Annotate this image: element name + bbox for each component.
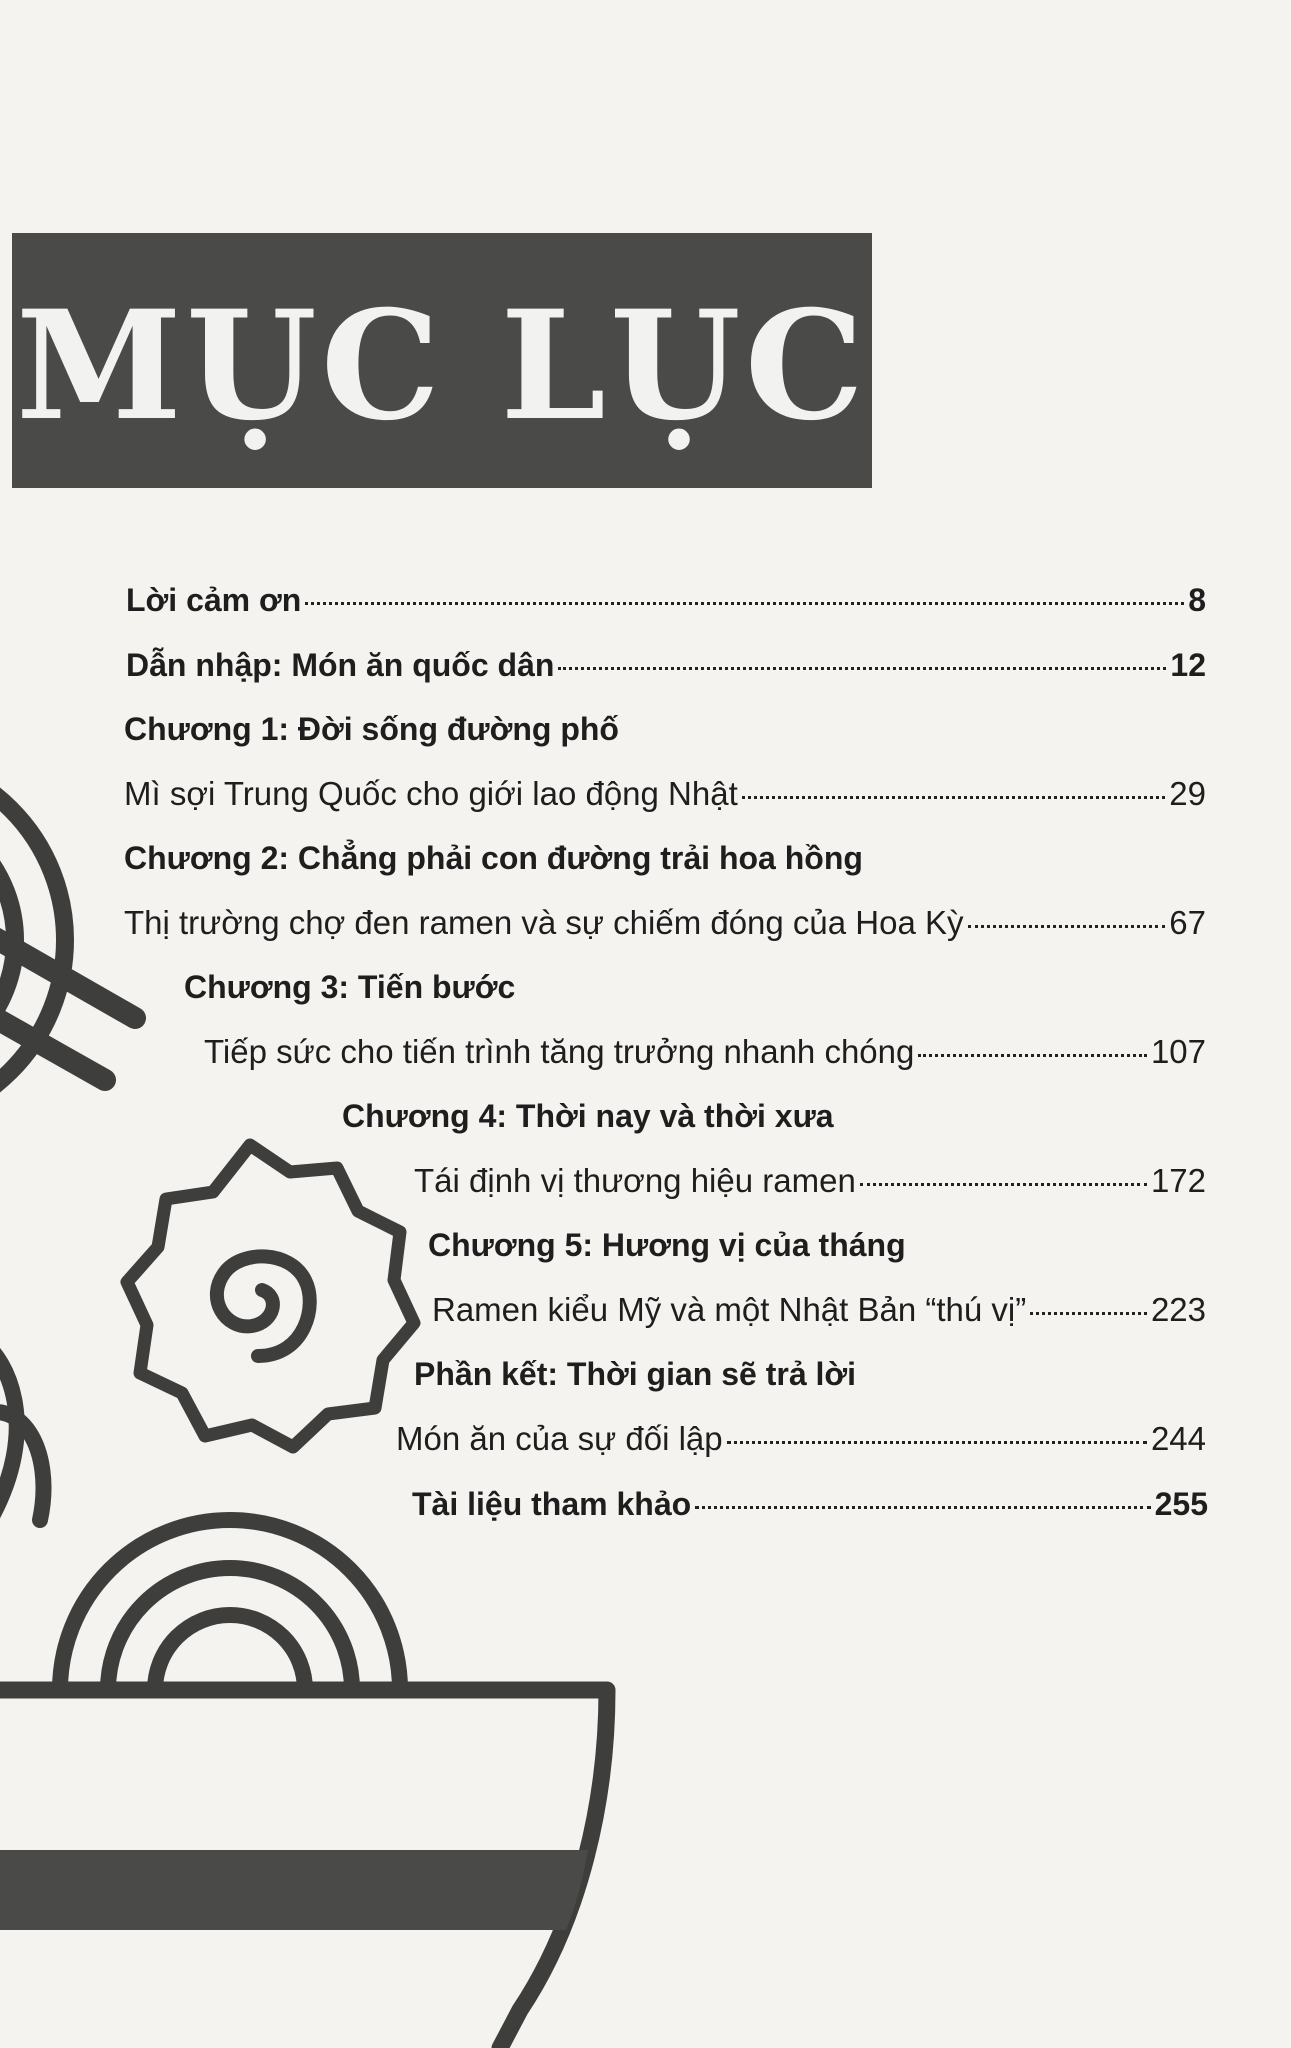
toc-epilogue-heading[interactable] bbox=[414, 1354, 856, 1394]
toc-entry-references[interactable] bbox=[412, 1484, 1208, 1524]
dot-leader bbox=[558, 667, 1166, 670]
toc-entry-label: Tài liệu tham khảo bbox=[412, 1486, 692, 1522]
toc-entry-label: Chương 5: Hương vị của tháng bbox=[428, 1227, 906, 1263]
toc-page-number: 29 bbox=[1169, 775, 1206, 812]
dot-leader bbox=[305, 602, 1184, 605]
page-title: MỤC LỤC bbox=[15, 277, 869, 454]
toc-chapter-5-heading[interactable] bbox=[428, 1225, 906, 1265]
toc-entry-label: Mì sợi Trung Quốc cho giới lao động Nhật bbox=[124, 775, 738, 812]
toc-entry-label: Dẫn nhập: Món ăn quốc dân bbox=[126, 647, 555, 683]
toc-entry-label: Phần kết: Thời gian sẽ trả lời bbox=[414, 1356, 857, 1392]
dot-leader bbox=[860, 1183, 1147, 1186]
toc-entry-label: Tái định vị thương hiệu ramen bbox=[414, 1162, 856, 1199]
toc-chapter-2-subtitle[interactable] bbox=[124, 903, 1206, 943]
dot-leader bbox=[968, 925, 1166, 928]
toc-page-number: 172 bbox=[1150, 1162, 1206, 1199]
toc-epilogue-subtitle[interactable] bbox=[396, 1419, 1206, 1459]
toc-chapter-5-subtitle[interactable] bbox=[432, 1290, 1206, 1330]
toc-chapter-4-subtitle[interactable] bbox=[414, 1161, 1206, 1201]
title-banner bbox=[12, 233, 872, 488]
narutomaki-icon bbox=[127, 1145, 414, 1447]
toc-entry-introduction[interactable] bbox=[126, 645, 1206, 685]
toc-page-number: 67 bbox=[1169, 904, 1206, 941]
dot-leader bbox=[727, 1441, 1147, 1444]
toc-chapter-1-subtitle[interactable] bbox=[124, 774, 1206, 814]
toc-entry-label: Món ăn của sự đối lập bbox=[396, 1420, 723, 1457]
toc-chapter-3-subtitle[interactable] bbox=[204, 1032, 1206, 1072]
dot-leader bbox=[918, 1054, 1147, 1057]
toc-entry-label: Chương 1: Đời sống đường phố bbox=[124, 711, 619, 747]
toc-entry-label: Lời cảm ơn bbox=[126, 582, 302, 618]
toc-page-number: 244 bbox=[1150, 1420, 1206, 1457]
toc-page-number: 107 bbox=[1150, 1033, 1206, 1070]
dot-leader bbox=[742, 796, 1166, 799]
noodle-swirl-icon bbox=[0, 1340, 400, 1690]
toc-entry-label: Tiếp sức cho tiến trình tăng trưởng nhanh chóng bbox=[204, 1033, 915, 1070]
toc-entry-acknowledgments[interactable] bbox=[126, 580, 1206, 620]
toc-chapter-3-heading[interactable] bbox=[184, 967, 515, 1007]
toc-chapter-2-heading[interactable] bbox=[124, 838, 863, 878]
toc-entry-label: Chương 4: Thời nay và thời xưa bbox=[342, 1098, 834, 1134]
toc-entry-label: Ramen kiểu Mỹ và một Nhật Bản “thú vị” bbox=[432, 1291, 1027, 1328]
toc-page-number: 12 bbox=[1170, 647, 1206, 683]
toc-page-number: 8 bbox=[1188, 582, 1206, 618]
toc-chapter-1-heading[interactable] bbox=[124, 709, 619, 749]
dot-leader bbox=[695, 1506, 1150, 1509]
toc-entry-label: Chương 3: Tiến bước bbox=[184, 969, 516, 1005]
toc-page-number: 223 bbox=[1150, 1291, 1206, 1328]
toc-chapter-4-heading[interactable] bbox=[342, 1096, 834, 1136]
dot-leader bbox=[1030, 1312, 1147, 1315]
toc-page-number: 255 bbox=[1154, 1486, 1208, 1522]
toc-entry-label: Thị trường chợ đen ramen và sự chiếm đóng của Hoa Kỳ bbox=[124, 904, 964, 941]
toc-entry-label: Chương 2: Chẳng phải con đường trải hoa hồng bbox=[124, 840, 863, 876]
